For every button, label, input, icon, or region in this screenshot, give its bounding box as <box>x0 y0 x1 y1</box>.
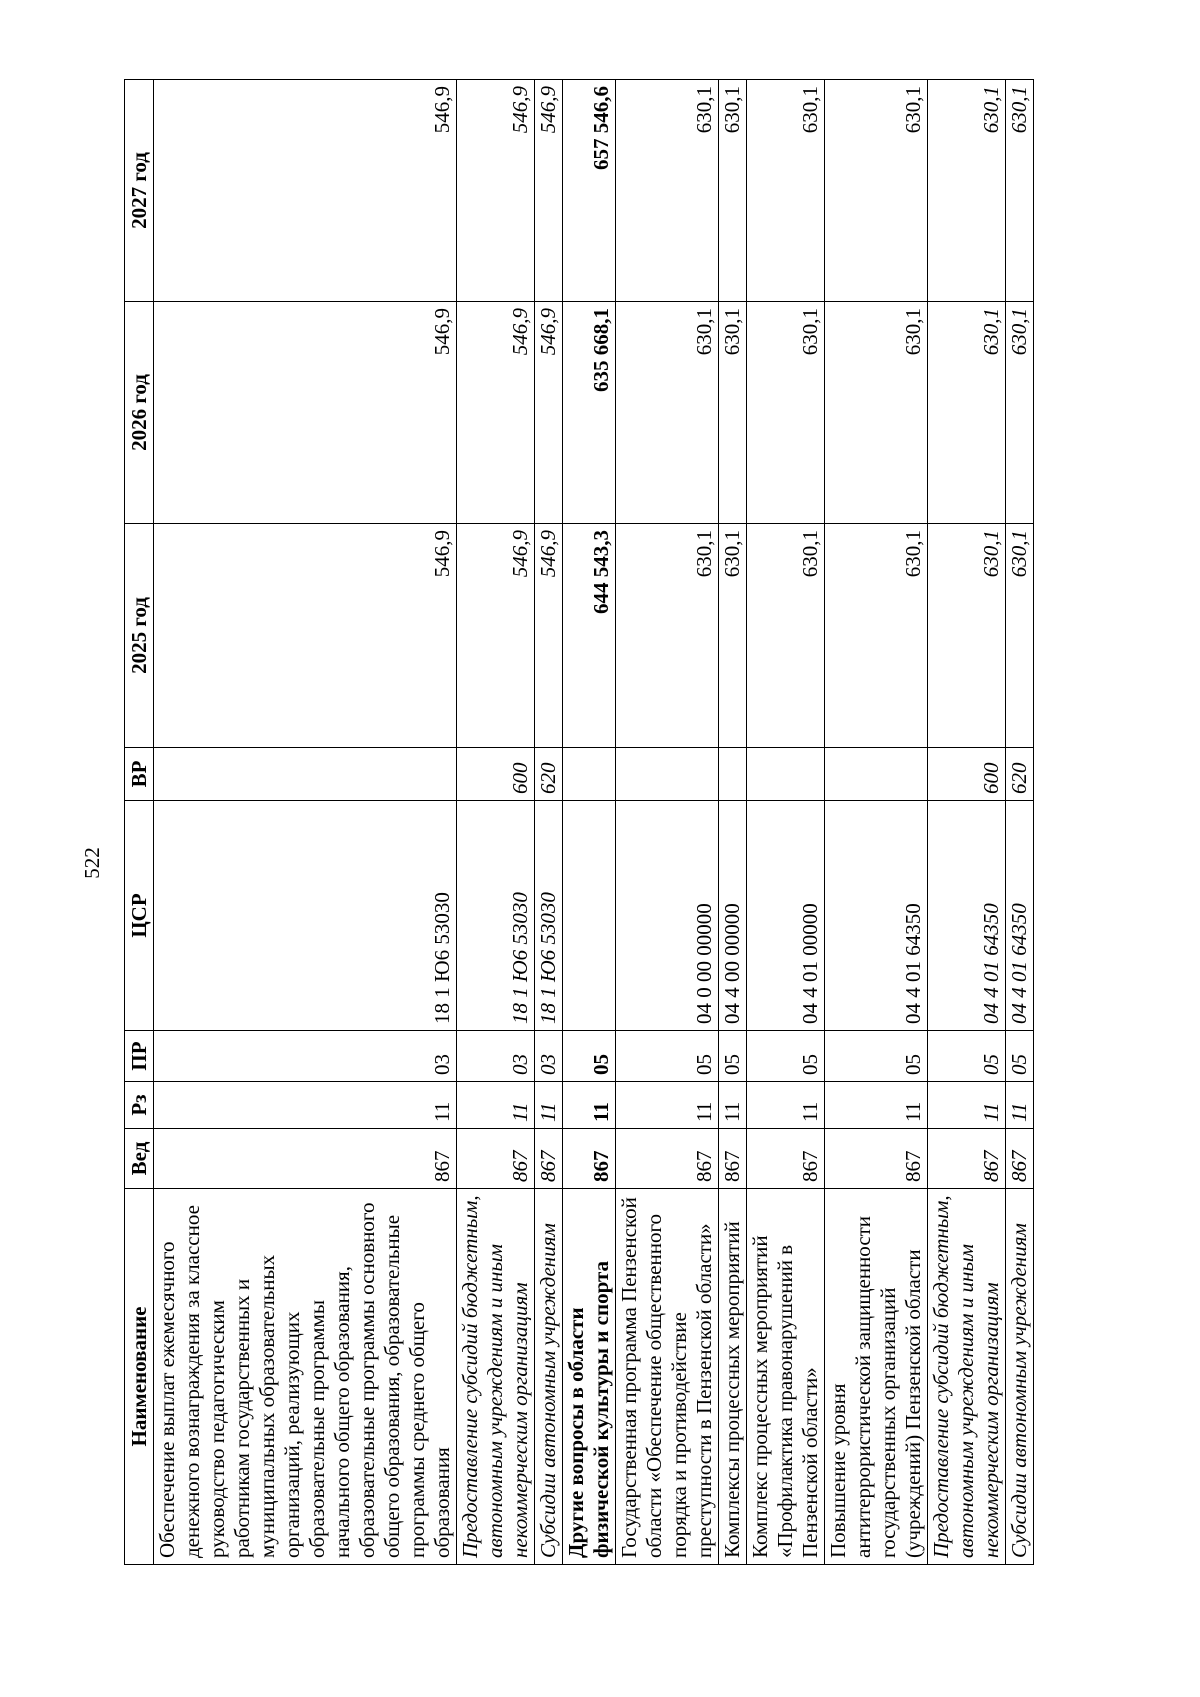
cell-rz: 11 <box>616 1082 719 1129</box>
cell-vr <box>616 748 719 801</box>
cell-y2025: 630,1 <box>616 524 719 748</box>
table-body <box>154 80 1034 1565</box>
cell-vr <box>747 748 825 801</box>
header-ved: Вед <box>125 1129 154 1189</box>
table-row <box>928 80 1006 1565</box>
cell-rz: 11 <box>825 1082 928 1129</box>
cell-y2025: 630,1 <box>1006 524 1034 748</box>
table-row <box>616 80 719 1565</box>
cell-pr: 03 <box>457 1031 535 1082</box>
cell-csr: 18 1 Ю6 53030 <box>535 801 563 1031</box>
cell-y2027: 630,1 <box>747 80 825 302</box>
cell-y2027: 630,1 <box>719 80 747 302</box>
cell-rz: 11 <box>563 1082 616 1129</box>
cell-ved: 867 <box>563 1129 616 1189</box>
cell-name: Повышение уровня антитеррористической защищенности государственных организаций (учреждений) Пензенской области <box>825 1189 928 1565</box>
cell-csr <box>563 801 616 1031</box>
cell-rz: 11 <box>719 1082 747 1129</box>
cell-name: Комплекс процессных мероприятий «Профилактика правонарушений в Пензенской области» <box>747 1189 825 1565</box>
cell-pr: 05 <box>928 1031 1006 1082</box>
cell-ved: 867 <box>928 1129 1006 1189</box>
cell-y2026: 630,1 <box>928 302 1006 524</box>
header-name: Наименование <box>125 1189 154 1565</box>
header-2025: 2025 год <box>125 524 154 748</box>
header-csr: ЦСР <box>125 801 154 1031</box>
cell-name: Субсидии автономным учреждениям <box>1006 1189 1034 1565</box>
cell-csr: 04 4 01 64350 <box>1006 801 1034 1031</box>
cell-ved: 867 <box>1006 1129 1034 1189</box>
table-row <box>563 80 616 1565</box>
cell-ved: 867 <box>535 1129 563 1189</box>
cell-pr: 05 <box>747 1031 825 1082</box>
cell-ved: 867 <box>825 1129 928 1189</box>
cell-csr: 04 0 00 00000 <box>616 801 719 1031</box>
cell-ved: 867 <box>457 1129 535 1189</box>
cell-csr: 04 4 01 64350 <box>928 801 1006 1031</box>
cell-y2025: 630,1 <box>747 524 825 748</box>
cell-y2027: 630,1 <box>928 80 1006 302</box>
cell-pr: 05 <box>719 1031 747 1082</box>
cell-name: Комплексы процессных мероприятий <box>719 1189 747 1565</box>
cell-rz: 11 <box>535 1082 563 1129</box>
cell-csr: 18 1 Ю6 53030 <box>457 801 535 1031</box>
rotated-page-content <box>124 80 1034 1565</box>
cell-pr: 03 <box>535 1031 563 1082</box>
table-row <box>535 80 563 1565</box>
cell-vr: 600 <box>928 748 1006 801</box>
cell-csr: 04 4 01 00000 <box>747 801 825 1031</box>
cell-name: Предоставление субсидий бюджетным, автономным учреждениям и иным некоммерческим организациям <box>457 1189 535 1565</box>
cell-y2026: 546,9 <box>535 302 563 524</box>
cell-ved: 867 <box>747 1129 825 1189</box>
cell-y2026: 630,1 <box>825 302 928 524</box>
cell-name: Предоставление субсидий бюджетным, автономным учреждениям и иным некоммерческим организациям <box>928 1189 1006 1565</box>
cell-y2025: 546,9 <box>154 524 457 748</box>
cell-vr <box>154 748 457 801</box>
table-row <box>1006 80 1034 1565</box>
cell-vr: 620 <box>1006 748 1034 801</box>
cell-y2026: 630,1 <box>747 302 825 524</box>
cell-y2026: 630,1 <box>616 302 719 524</box>
cell-rz: 11 <box>1006 1082 1034 1129</box>
cell-name: Субсидии автономным учреждениям <box>535 1189 563 1565</box>
cell-pr: 05 <box>616 1031 719 1082</box>
header-2027: 2027 год <box>125 80 154 302</box>
cell-rz: 11 <box>457 1082 535 1129</box>
cell-y2026: 635 668,1 <box>563 302 616 524</box>
header-pr: ПР <box>125 1031 154 1082</box>
cell-name: Государственная программа Пензенской области «Обеспечение общественного порядка и противодействие преступности в Пензенской области» <box>616 1189 719 1565</box>
cell-y2025: 630,1 <box>719 524 747 748</box>
cell-y2027: 630,1 <box>825 80 928 302</box>
cell-y2025: 546,9 <box>457 524 535 748</box>
cell-y2027: 546,9 <box>457 80 535 302</box>
cell-y2027: 546,9 <box>154 80 457 302</box>
cell-y2026: 546,9 <box>154 302 457 524</box>
cell-pr: 05 <box>563 1031 616 1082</box>
header-2026: 2026 год <box>125 302 154 524</box>
cell-y2027: 657 546,6 <box>563 80 616 302</box>
cell-vr <box>825 748 928 801</box>
cell-vr: 620 <box>535 748 563 801</box>
table-row <box>747 80 825 1565</box>
header-vr: ВР <box>125 748 154 801</box>
cell-y2026: 630,1 <box>1006 302 1034 524</box>
cell-y2026: 546,9 <box>457 302 535 524</box>
cell-y2027: 630,1 <box>616 80 719 302</box>
cell-vr: 600 <box>457 748 535 801</box>
page-number: 522 <box>80 847 104 879</box>
table-row <box>719 80 747 1565</box>
table-row <box>825 80 928 1565</box>
cell-vr <box>563 748 616 801</box>
cell-name: Обеспечение выплат ежемесячного денежного вознаграждения за классное руководство педагогическим работникам государственных и муниципальных образовательных организаций, реализующих образовательные программы начального общего образования, образовательные программы основного общего образования, образовательные программы среднего общего образования <box>154 1189 457 1565</box>
cell-y2027: 546,9 <box>535 80 563 302</box>
header-rz: Рз <box>125 1082 154 1129</box>
cell-rz: 11 <box>747 1082 825 1129</box>
cell-pr: 03 <box>154 1031 457 1082</box>
cell-y2025: 630,1 <box>928 524 1006 748</box>
table-row <box>457 80 535 1565</box>
cell-vr <box>719 748 747 801</box>
cell-y2025: 630,1 <box>825 524 928 748</box>
cell-pr: 05 <box>825 1031 928 1082</box>
cell-y2025: 546,9 <box>535 524 563 748</box>
budget-table <box>124 79 1034 1565</box>
cell-y2026: 630,1 <box>719 302 747 524</box>
cell-ved: 867 <box>616 1129 719 1189</box>
table-row <box>154 80 457 1565</box>
cell-y2027: 630,1 <box>1006 80 1034 302</box>
cell-rz: 11 <box>928 1082 1006 1129</box>
cell-y2025: 644 543,3 <box>563 524 616 748</box>
cell-rz: 11 <box>154 1082 457 1129</box>
cell-pr: 05 <box>1006 1031 1034 1082</box>
cell-csr: 18 1 Ю6 53030 <box>154 801 457 1031</box>
cell-ved: 867 <box>719 1129 747 1189</box>
cell-csr: 04 4 01 64350 <box>825 801 928 1031</box>
table-header-row <box>125 80 154 1565</box>
cell-name: Другие вопросы в области физической культуры и спорта <box>563 1189 616 1565</box>
cell-ved: 867 <box>154 1129 457 1189</box>
cell-csr: 04 4 00 00000 <box>719 801 747 1031</box>
